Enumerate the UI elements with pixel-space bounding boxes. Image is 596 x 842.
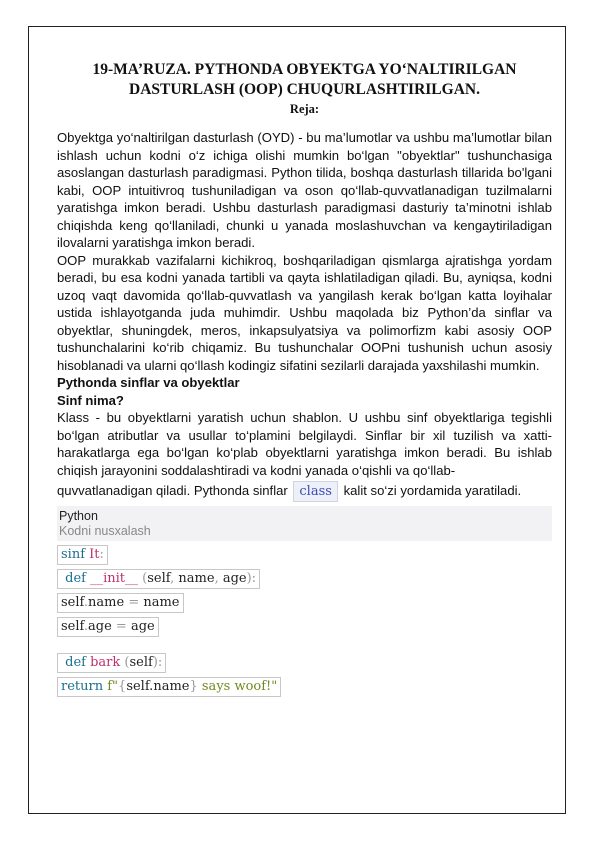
code-language-label: Python	[59, 509, 98, 523]
section-heading-what-is-class: Sinf nima?	[57, 392, 124, 408]
code-line-6: return f"{self.name} says woof!"	[57, 677, 281, 697]
paragraph-oop: OOP murakkab vazifalarni kichikroq, boshqariladigan qismlarga ajratishga yordam beradi, bu esa kodni yanada tartibli va qayta ishlatiladigan qiladi. Bu, ayniqsa, kodni uzoq vaqt davomida qo‘llab-quvvatlash va yangilash kerak bo‘lgan katta loyihalar ustida ishlayotganda juda muhimdir. Ushbu maqolada biz Python’da sinflar va obyektlar, shuningdek, meros, inkapsulyatsiya va polimorfizm kabi asosiy OOP tushunchalarini ko‘rib chiqamiz. Bu tushunchalar OOPni tushunish uchun asosiy hisoblanadi va ularni qo‘llash kodingiz sifatini sezilarli darajada yaxshilashi mumkin.	[57, 252, 552, 373]
paragraph-class-last-line	[57, 479, 552, 503]
paragraph-class-text: Klass - bu obyektlarni yaratish uchun shablon. U ushbu sinf obyektlariga tegishli bo‘lgan atributlar va usullar to‘plamini belgilaydi. Sinflar bir xil tuzilish va xatti-harakatlarga ega bo‘lgan ko‘plab obyektlarni yaratishga imkon beradi. Bu ishlab chiqish jarayonini soddalashtiradi va kodni yanada o‘qishli va qo‘llab-	[57, 410, 552, 478]
plan-label: Reja:	[289, 102, 320, 116]
code-block-header	[57, 506, 552, 541]
title-line-1: 19-MA’RUZA. PYTHONDA OBYEKTGA YO‘NALTIRILGAN	[92, 61, 517, 78]
paragraph-class-definition	[57, 409, 552, 479]
code-line-5: def bark (self):	[57, 653, 166, 673]
code-block	[57, 545, 552, 701]
page-title	[57, 60, 552, 100]
last-line-before: quvvatlanadigan qiladi. Pythonda sinflar	[57, 483, 288, 498]
paragraph-intro: Obyektga yo‘naltirilgan dasturlash (OYD) - bu ma’lumotlar va ushbu ma’lumotlar bilan ishlash uchun kodni o‘z ichiga olishi mumkin bo‘lgan "obyektlar" tushunchasiga asoslangan dasturlash paradigmasi. Python tilida, boshqa dasturlash tillarida bo'lgani kabi, OOP intuitivroq tushuniladigan va oson qo‘llab-quvvatlanadigan tuzilmalarni yaratishga imkon beradi. Ushbu dasturlash paradigmasi dasturiy ta’minotni ishlab chiqishda keng qo‘llaniladi, chunki u yanada moslashuvchan va kengaytiriladigan ilovalarni yaratishga imkon beradi.	[57, 130, 552, 250]
copy-code-button[interactable]: Kodni nusxalash	[59, 524, 151, 538]
code-line-3: self.name = name	[57, 593, 184, 613]
inline-code-class: class	[293, 481, 338, 502]
document-body	[57, 60, 552, 701]
last-line-after: kalit so‘zi yordamida yaratiladi.	[343, 483, 522, 498]
code-line-4: self.age = age	[57, 617, 159, 637]
code-line-1: sinf It:	[57, 545, 108, 565]
title-line-2: DASTURLASH (OOP) CHUQURLASHTIRILGAN.	[129, 81, 480, 98]
code-line-2: def __init__ (self, name, age):	[57, 569, 260, 589]
section-heading-classes: Pythonda sinflar va obyektlar	[57, 375, 240, 390]
